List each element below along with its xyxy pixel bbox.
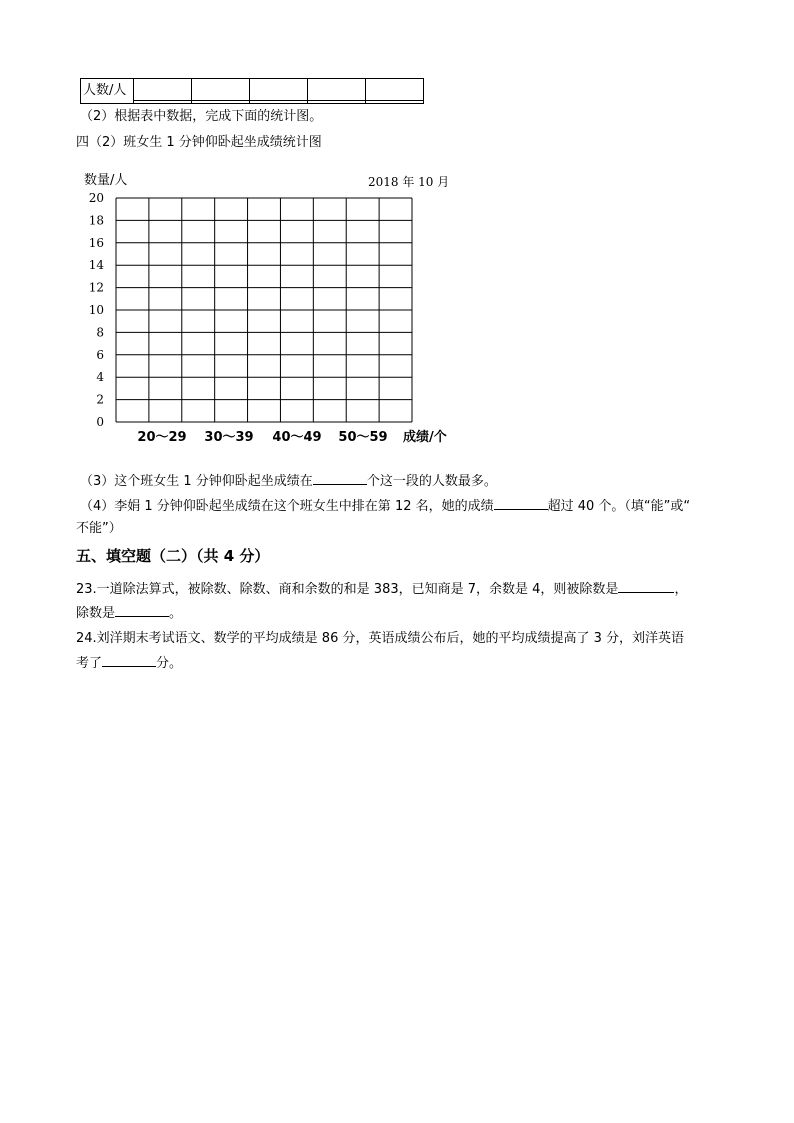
table-cell-blank xyxy=(366,79,424,104)
y-tick-label: 14 xyxy=(88,258,104,273)
score-table-fragment xyxy=(80,78,424,104)
statistics-chart xyxy=(60,185,480,450)
q24-line2 xyxy=(76,654,182,673)
y-tick-label: 20 xyxy=(88,191,104,205)
q23-line2-prefix: 除数是 xyxy=(76,606,116,621)
table-cell-blank xyxy=(192,79,250,104)
q3-answer-blank[interactable] xyxy=(313,472,367,485)
y-axis-ticks xyxy=(89,191,105,429)
date-label: 2018 年 10 月 xyxy=(368,175,450,189)
question-24: 24.刘洋期末考试语文、数学的平均成绩是 86 分，英语成绩公布后，她的平均成绩提高了 3 分，刘洋英语 xyxy=(76,631,685,646)
table-row xyxy=(81,79,424,104)
x-tick-label: 20～29 xyxy=(137,430,187,445)
q23-line2 xyxy=(76,604,182,623)
question-3 xyxy=(80,472,497,491)
y-tick-label: 16 xyxy=(88,235,104,250)
question-4 xyxy=(80,497,690,516)
y-tick-label: 6 xyxy=(96,347,104,362)
q2-instruction: （2）根据表中数据，完成下面的统计图。 xyxy=(80,109,323,124)
table-cell-blank xyxy=(134,79,192,104)
section-5-title: 五、填空题（二）（共 4 分） xyxy=(76,547,270,565)
q4-prefix: （4）李娟 1 分钟仰卧起坐成绩在这个班女生中排在第 12 名，她的成绩 xyxy=(80,499,494,514)
x-unit-label: 成绩/个 xyxy=(403,430,447,445)
q4-suffix: 超过 40 个。（填“能”或“ xyxy=(547,499,691,514)
q23-prefix: 23.一道除法算式，被除数、除数、商和余数的和是 383，已知商是 7，余数是 4，则被除数是 xyxy=(76,582,619,597)
x-axis-ticks xyxy=(137,430,387,445)
y-tick-label: 8 xyxy=(96,325,104,340)
q24-english-score-blank[interactable] xyxy=(102,654,156,667)
table-row-header: 人数/人 xyxy=(81,79,134,104)
y-tick-label: 2 xyxy=(96,392,104,407)
table-cell-blank xyxy=(308,79,366,104)
y-tick-label: 10 xyxy=(88,303,104,317)
q23-suffix: ， xyxy=(674,582,688,597)
chart-title: 四（2）班女生 1 分钟仰卧起坐成绩统计图 xyxy=(76,135,322,150)
q4-line2: 不能”） xyxy=(76,521,122,536)
q23-dividend-blank[interactable] xyxy=(618,580,674,593)
y-tick-label: 0 xyxy=(96,415,104,429)
y-unit-label: 数量/人 xyxy=(84,173,128,188)
x-tick-label: 40～49 xyxy=(272,430,322,445)
q23-divisor-blank[interactable] xyxy=(115,604,169,617)
x-tick-label: 50～59 xyxy=(338,430,388,445)
q24-line2-prefix: 考了 xyxy=(76,656,103,671)
x-tick-label: 30～39 xyxy=(204,430,254,445)
table-cell-blank xyxy=(250,79,308,104)
question-23 xyxy=(76,580,687,599)
y-tick-label: 12 xyxy=(88,280,104,295)
q3-suffix: 个这一段的人数最多。 xyxy=(366,474,497,489)
q4-answer-blank[interactable] xyxy=(494,497,548,510)
y-tick-label: 4 xyxy=(96,370,104,385)
q24-line2-suffix: 分。 xyxy=(156,656,183,671)
y-tick-label: 18 xyxy=(88,213,104,228)
q3-prefix: （3）这个班女生 1 分钟仰卧起坐成绩在 xyxy=(80,474,313,489)
q23-line2-suffix: 。 xyxy=(169,606,183,621)
chart-grid xyxy=(116,198,412,422)
